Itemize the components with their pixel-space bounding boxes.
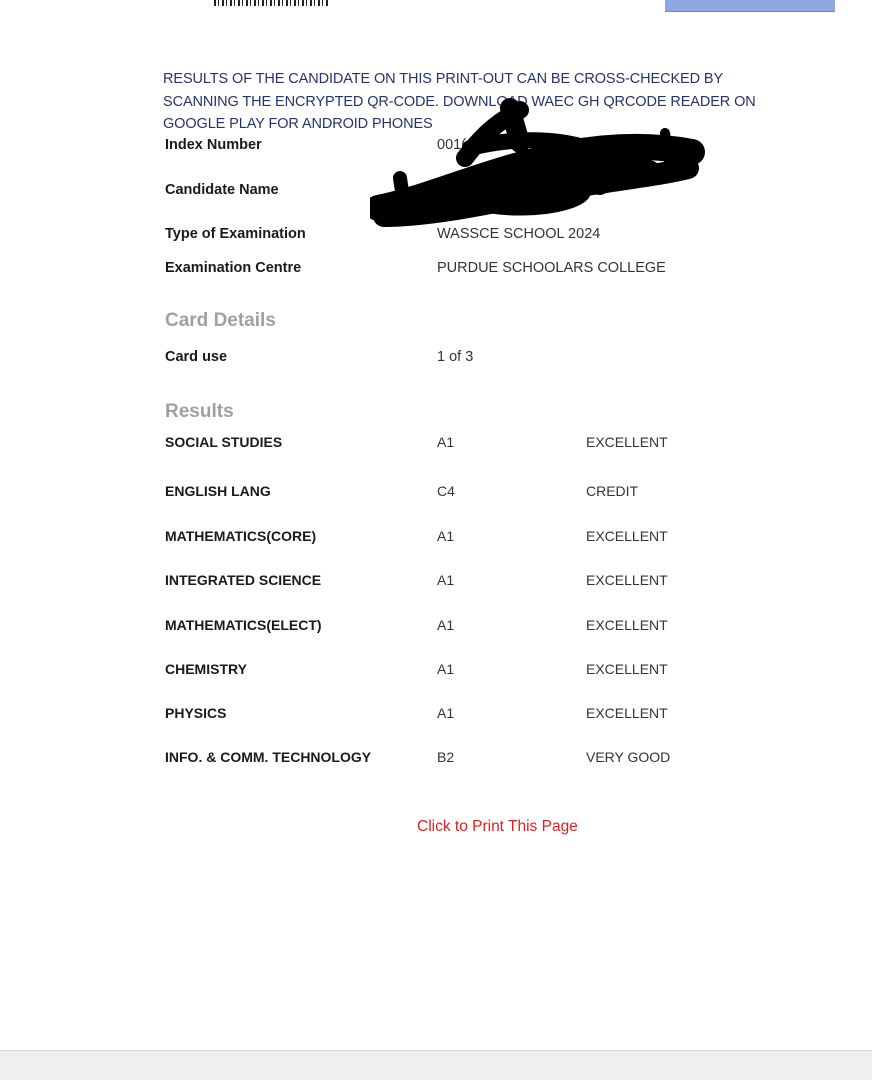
card-use-label: Card use <box>165 349 228 365</box>
candidate-photo <box>665 0 835 12</box>
subject-grade: A1 <box>437 572 455 588</box>
subject-grade: A1 <box>437 617 455 633</box>
subject-grade: B2 <box>437 749 455 765</box>
subject-remark: EXCELLENT <box>586 617 668 633</box>
print-page-link[interactable]: Click to Print This Page <box>417 818 578 835</box>
subject-name: ENGLISH LANG <box>165 483 271 499</box>
subject-grade: A1 <box>437 434 455 450</box>
subject-remark: EXCELLENT <box>586 661 668 677</box>
card-details-heading: Card Details <box>165 310 276 331</box>
subject-name: MATHEMATICS(CORE) <box>165 528 317 544</box>
subject-remark: EXCELLENT <box>586 528 668 544</box>
subject-remark: VERY GOOD <box>586 749 671 765</box>
subject-name: INTEGRATED SCIENCE <box>165 572 322 588</box>
candidate-name-label: Candidate Name <box>165 182 279 198</box>
verification-notice: RESULTS OF THE CANDIDATE ON THIS PRINT-OUT CAN BE CROSS-CHECKED BY SCANNING THE ENCRYPTED QR-CODE. DOWNLOAD WAEC GH QRCODE READER ON GOOGLE PLAY FOR ANDROID PHONES <box>163 71 756 132</box>
card-use-value: 1 of 3 <box>437 349 474 365</box>
subject-grade: A1 <box>437 661 455 677</box>
subject-remark: EXCELLENT <box>586 705 668 721</box>
exam-type-value: WASSCE SCHOOL 2024 <box>437 226 601 242</box>
exam-centre-label: Examination Centre <box>165 260 302 276</box>
subject-remark: EXCELLENT <box>586 434 668 450</box>
exam-centre-value: PURDUE SCHOOLARS COLLEGE <box>437 260 666 276</box>
subject-grade: A1 <box>437 528 455 544</box>
subject-name: CHEMISTRY <box>165 661 247 677</box>
qr-code-image <box>214 0 330 6</box>
results-heading: Results <box>165 401 234 422</box>
subject-remark: CREDIT <box>586 483 639 499</box>
subject-name: PHYSICS <box>165 705 227 721</box>
subject-name: MATHEMATICS(ELECT) <box>165 617 322 633</box>
subject-name: INFO. & COMM. TECHNOLOGY <box>165 749 372 765</box>
bottom-bar <box>0 1050 872 1080</box>
redaction-scribble <box>370 98 705 238</box>
exam-type-label: Type of Examination <box>165 226 306 242</box>
index-number-label: Index Number <box>165 137 262 153</box>
subject-grade: A1 <box>437 705 455 721</box>
subject-name: SOCIAL STUDIES <box>165 434 283 450</box>
subject-remark: EXCELLENT <box>586 572 668 588</box>
index-number-value: 001( <box>437 137 467 153</box>
subject-grade: C4 <box>437 483 455 499</box>
